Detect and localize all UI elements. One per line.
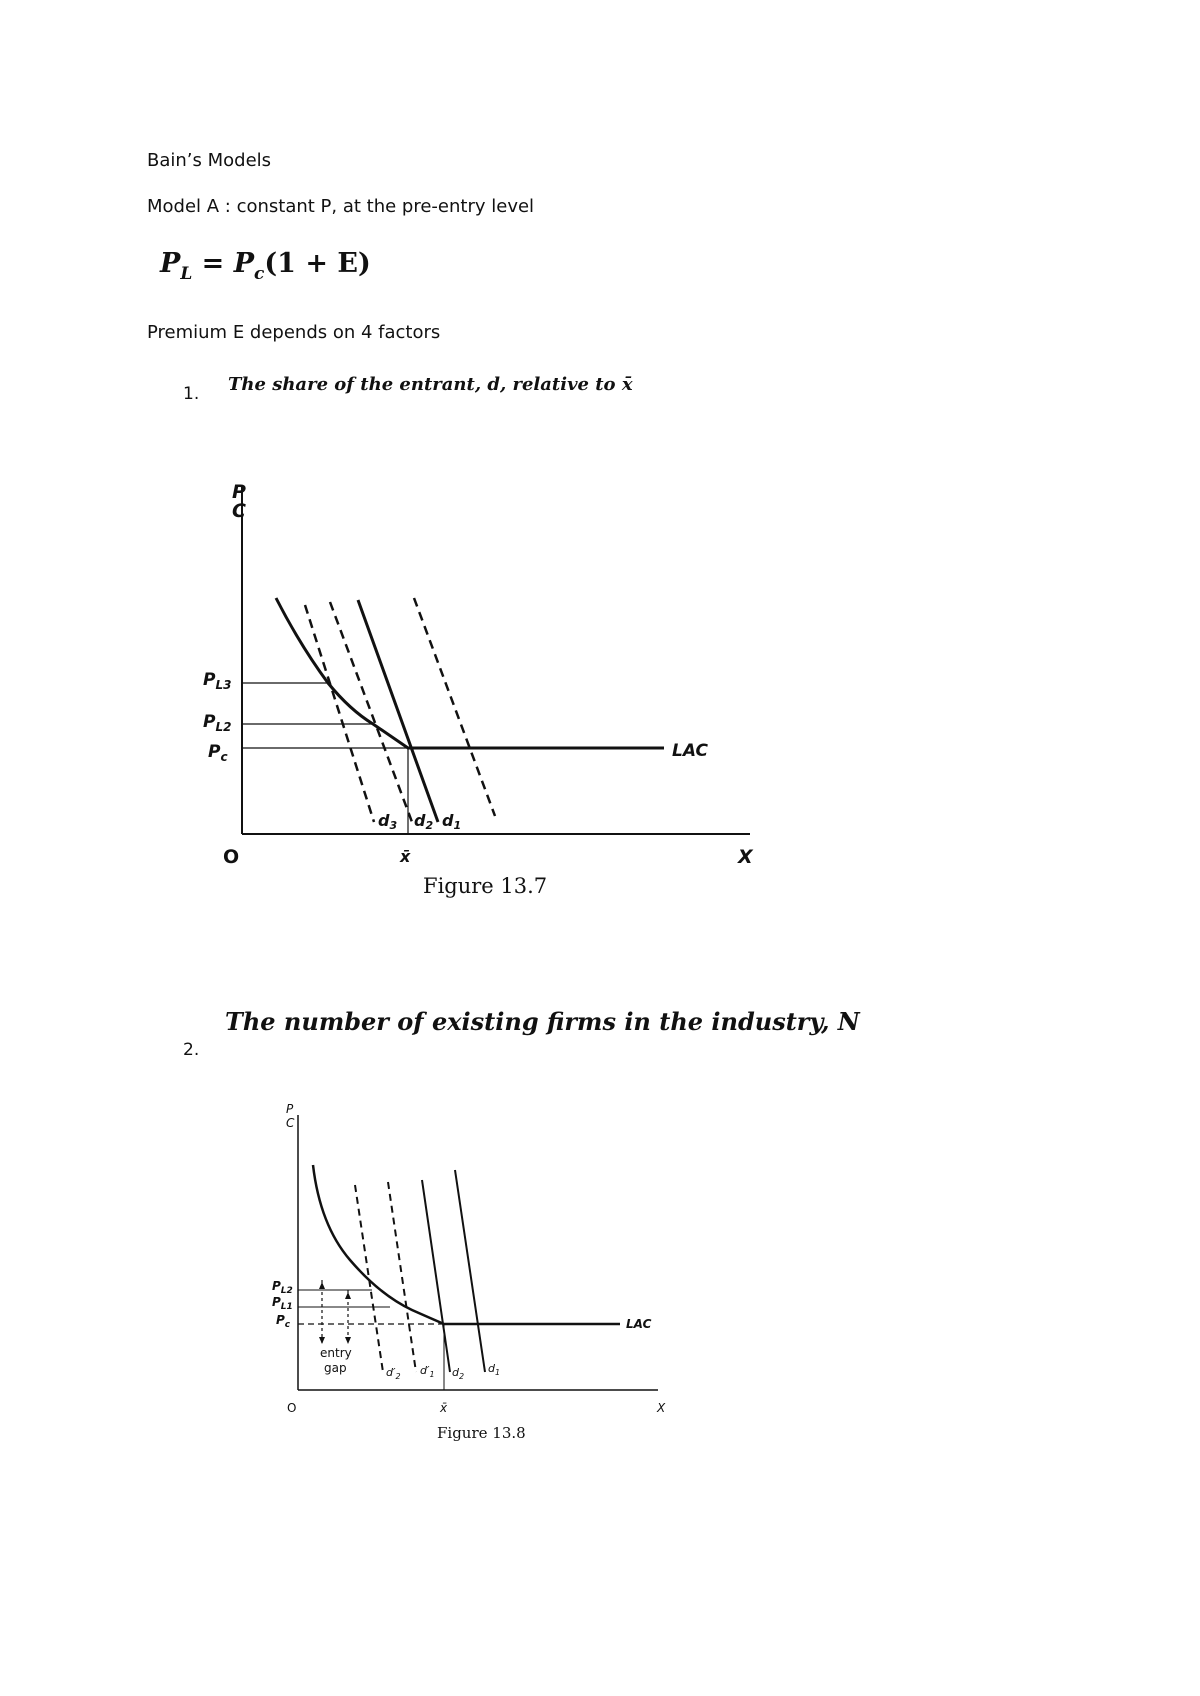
- fig1-y-label-top: P: [232, 481, 246, 503]
- fig1-d1-label: d1: [442, 811, 462, 832]
- fig2-d1prime-label: $d'_1$: [420, 1364, 435, 1379]
- fig1-xbar-label: x̄: [400, 847, 411, 866]
- model-a-line: Model A : constant P, at the pre-entry level: [147, 196, 535, 217]
- item-1-number: 1.: [183, 384, 200, 404]
- fig2-origin-label: O: [287, 1401, 297, 1415]
- fig2-d2prime-label: $d'_2$: [386, 1366, 401, 1381]
- fig2-x-label: X: [657, 1401, 666, 1415]
- fig2-down-arrow-2: [345, 1337, 351, 1344]
- fig1-pl3-label: $P_{L3}$: [203, 670, 232, 692]
- fig1-d3-label: d3: [378, 811, 398, 832]
- fig2-down-arrow-1: [319, 1337, 325, 1344]
- formula-eq: =: [201, 248, 225, 279]
- fig1-lac-curve: [276, 598, 664, 748]
- fig2-xbar-label: x̄: [440, 1401, 448, 1415]
- fig2-d1prime-curve: [388, 1182, 416, 1372]
- fig1-pl2-label: $P_{L2}$: [203, 712, 232, 734]
- fig2-lac-label: LAC: [626, 1317, 652, 1331]
- item-1-text: The share of the entrant, d, relative to x̄: [228, 374, 633, 395]
- item-2-number: 2.: [183, 1040, 200, 1060]
- fig2-pc-label: $P_c$: [276, 1313, 291, 1330]
- formula-lhs-sub: L: [180, 264, 193, 284]
- fig2-d2-label: $d_2$: [452, 1366, 465, 1381]
- fig2-gap-label: gap: [324, 1361, 347, 1375]
- formula-lhs: P: [160, 248, 181, 279]
- fig1-caption: Figure 13.7: [423, 874, 548, 898]
- formula-paren: (1 + E): [264, 248, 371, 279]
- fig2-y-label-top: P: [286, 1102, 294, 1116]
- fig2-caption: Figure 13.8: [437, 1424, 526, 1442]
- fig1-origin-label: O: [223, 846, 240, 868]
- fig2-d1-label: $d_1$: [488, 1362, 501, 1377]
- item-2-text: The number of existing firms in the industry, N: [225, 1007, 860, 1036]
- formula-rhs-sub: c: [254, 264, 265, 284]
- premium-line: Premium E depends on 4 factors: [147, 322, 441, 343]
- fig1-y-label-bottom: C: [232, 500, 246, 522]
- fig2-y-label-bottom: C: [286, 1116, 295, 1130]
- fig2-up-arrow-2: [345, 1292, 351, 1299]
- fig2-d1-curve: [455, 1170, 485, 1372]
- figure-13-7: [203, 481, 754, 898]
- figure-13-8: [272, 1102, 666, 1442]
- fig2-pl2-label: $P_{L2}$: [272, 1279, 293, 1296]
- fig2-entry-label: entry: [320, 1346, 352, 1360]
- fig2-pl1-label: $P_{L1}$: [272, 1295, 293, 1312]
- fig1-pc-label: $P_c$: [208, 742, 228, 764]
- fig1-x-label: X: [738, 846, 753, 868]
- formula-rhs: P: [233, 248, 255, 279]
- fig1-dashed-curve: [414, 598, 495, 816]
- fig1-d3-curve: [305, 605, 374, 822]
- fig1-lac-label: LAC: [672, 741, 708, 761]
- fig1-d2-label: d2: [414, 811, 434, 832]
- fig2-up-arrow-1: [319, 1282, 325, 1289]
- fig2-d2-curve: [422, 1180, 450, 1372]
- heading: Bain’s Models: [147, 150, 272, 171]
